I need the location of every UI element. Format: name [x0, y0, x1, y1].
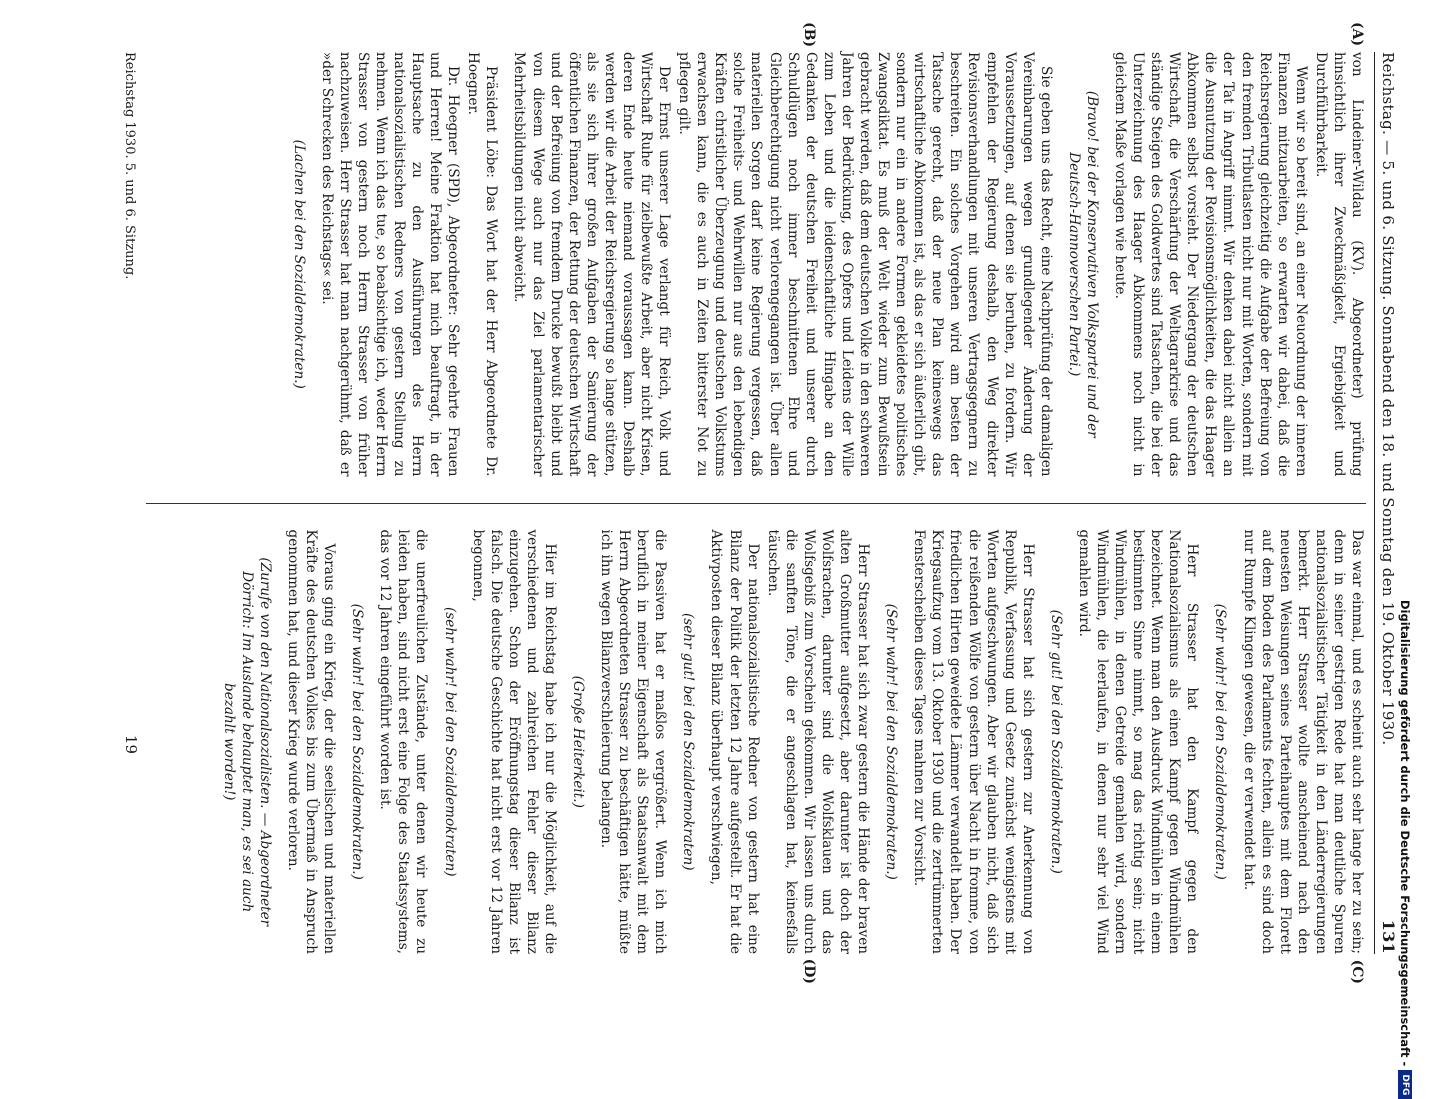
- paragraph: Wenn wir so bereit sind, an einer Neuordnung der inneren Finanzen mitzuarbeiten, so erwarten wir dabei, daß die Reichsregierung gleichzeitig die Aufgabe der Befreiung von den fremden Tributlasten nicht nur mit Worten, sondern mit der Tat in Angriff nimmt. Wir denken dabei nicht allein an die Ausnutzung der Revisionsmöglichkeiten, die das Haager Abkommen selbst vorsieht. Der Niedergang der deutschen Wirtschaft, die Verschärfung der Weltagrarkrise und das ständige Steigen des Goldwertes sind Tatsachen, die bei der Unterzeichnung des Haager Abkommens noch nicht in gleichem Maße vorlagen wie heute.: [1111, 52, 1309, 477]
- margin-marker-b: (B): [801, 22, 817, 48]
- annotation: (Bravo! bei der Konservativen Volkspartei und der Deutsch-Hannoverschen Partei.): [1065, 90, 1100, 438]
- president-statement: Präsident Löbe: Das Wort hat der Herr Abgeordnete Dr. Hoegner.: [465, 52, 500, 477]
- margin-marker-c: (C): [1349, 959, 1365, 984]
- column-divider: [146, 503, 1366, 504]
- paragraph: die Passiven hat er maßlos vergrößert. Wenn ich mich beruflich in meiner Eigenschaft als Staatsanwalt mit dem Herrn Abgeordneten Strasser zu beschäftigen hätte, müßte ich ihn wegen Bilanzverschleierung belangen.: [598, 529, 669, 954]
- running-head: [1374, 52, 1398, 954]
- text-columns: [146, 22, 1366, 984]
- paragraph: Der nationalsozialistische Redner von gestern hat eine Bilanz der Politik der letzten 12 Jahre aufgestellt. Er hat die Aktivposten dieser Bilanz überhaupt verschwiegen,: [708, 529, 761, 954]
- page-footer: [122, 52, 140, 954]
- header-text: Reichstag. — 5. und 6. Sitzung. Sonnabend den 18. und Sonntag den 19. Oktober 1930.: [1379, 52, 1397, 746]
- paragraph: Herr Strasser hat sich zwar gestern die Hände der braven alten Großmutter aufgesetzt, aber darunter ist doch der Wolfsrachen, darunter sind die Wolfsklauen und das Wolfsgebiß zum Vorschein gekommen. Wir lassen uns durch die sanften Töne, die er angeschlagen hat, keinesfalls täuschen.: [764, 529, 872, 954]
- annotation: (sehr gut! bei den Sozialdemokraten): [680, 612, 697, 871]
- left-column: [146, 22, 1366, 477]
- paragraph: von Lindeiner-Wildau (KV). Abgeordneter) prüfung hinsichtlich ihrer Zweckmäßigkeit, Ergiebigkeit und Durchführbarkeit.: [1312, 52, 1365, 477]
- dfg-logo-icon: DFG: [1398, 1070, 1412, 1099]
- paragraph: Voraus ging ein Krieg, der die seelischen und materiellen Kräfte des deutschen Volkes bis zum Übermaß in Anspruch genommen hat, und dieser Krieg wurde verloren.: [285, 529, 338, 954]
- paragraph: Das war einmal, und es scheint auch sehr lange her zu sein; denn in seiner gestrigen Rede hat man deutliche Spuren nationalsozialistischer Tätigkeit in den Länderregierungen bemerkt. Herr Strasser wollte anscheinend nach den neuesten Weisungen seines Parteihauptes mit dem Florett auf dem Boden des Parlaments fechten, allein es sind doch nur Rumpfe Klingen gewesen, die er verwendet hat.: [1240, 529, 1365, 954]
- annotation: (Sehr wahr! bei den Sozialdemokraten.): [349, 603, 366, 880]
- paragraph: Herr Strasser hat sich gestern zur Anerkennung von Republik, Verfassung und Gesetz zunächst wenigstens mit Worten aufgeschwungen. Aber wir glauben nicht, daß sich die reißenden Wölfe von gestern über Nacht in fromme, von friedlichen Hirten geweidete Lämmer verwandelt haben. Der Kriegsaufzug vom 13. Oktober 1930 und die zertrümmerten Fensterscheiben dieses Tages mahnen zur Vorsicht.: [911, 529, 1036, 954]
- paragraph: Hier im Reichstag habe ich nur die Möglichkeit, auf die verschiedenen und zahlreichen Fehler dieser Bilanz einzugehen. Schon der Eröffnungstag dieser Bilanz ist falsch. Die deutsche Geschichte hat nicht erst vor 12 Jahren begonnen,: [469, 529, 558, 954]
- annotation: (Große Heiterkeit.): [570, 675, 587, 808]
- paragraph: die unerfreulichen Zustände, unter denen wir heute zu leiden haben, sind nicht erst eine Folge des Staatssystems, das vor 12 Jahren eingeführt worden ist.: [377, 529, 430, 954]
- footer-source: Reichstag 1930. 5. und 6. Sitzung.: [122, 52, 137, 280]
- margin-marker-d: (D): [801, 958, 817, 984]
- margin-marker-a: (A): [1349, 22, 1365, 47]
- paragraph: Sie geben uns das Recht, eine Nachprüfung der damaligen Vereinbarungen wegen grundlegender Änderung der Voraussetzungen, auf denen sie beruhen, zu fordern. Wir empfehlen der Regierung deshalb, den Weg direkter Revisionsverhandlungen mit unseren Vertragsgegnern zu beschreiten. Ein solches Vorgehen wird am besten der Tatsache gerecht, daß der neue Plan keineswegs das wirtschaftliche Abkommen ist, als das er sich äußerlich gibt, sondern nur ein in andere Formen gekleidetes politisches Zwangsdiktat. Es muß der Welt wieder zum Bewußtsein gebracht werden, daß dem deutschen Volke in den schweren Jahren der Bedrückung, des Opfers und Leidens der Wille zum Leben und die leidenschaftliche Hingabe an den Gedanken der deutschen Freiheit und unserer durch Schuldlügen noch immer beschnittenen Ehre und Gleichberechtigung nicht verlorengegangen ist. Über allen materiellen Sorgen darf keine Regierung vergessen, daß solche Freiheits- und Wehrwillen nur aus den lebendigen Kräften christlicher Überzeugung und deutschen Volkstums erwachsen kann, die es auch in Zeiten bitterster Not zu pflegen gilt.: [676, 52, 1054, 477]
- credit-text: Digitalisierung gefördert durch die Deutsche Forschungsgemeinschaft -: [1398, 600, 1412, 1067]
- paragraph: Der Ernst unserer Lage verlangt für Reich, Volk und Wirtschaft Ruhe für zielbewußte Arbeit, aber nicht Krisen, deren Ende heute niemand voraussagen kann. Deshalb werden wir die Arbeit der Reichsregierung so lange stützen, als sie sich ihrer großen Aufgaben der Sanierung der öffentlichen Finanzen, der Rettung der deutschen Wirtschaft und der Befreiung von fremdem Drucke bewußt bleibt und von diesem Wege auch nur das Ziel parlamentarischer Mehrheitsbildungen nicht abweicht.: [511, 52, 673, 477]
- paragraph: Herr Strasser hat den Kampf gegen den Nationalsozialismus als einen Kampf gegen Windmühlen bezeichnet. Wenn man den Ausdruck Windmühlen in einem bestimmten Sinne nimmt, so mag das richtig sein; nicht Windmühlen, in denen Getreide gemahlen wird, sondern Windmühlen, die leerlaufen, in denen nur sehr viel Wind gemahlen wird.: [1075, 529, 1201, 954]
- annotation: (Sehr wahr! bei den Sozialdemokraten.): [1212, 603, 1229, 880]
- paragraph: Dr. Hoegner (SPD), Abgeordneter: Sehr geehrte Frauen und Herren! Meine Fraktion hat mich beauftragt, in der Hauptsache zu den Ausführungen des Herrn nationalsozialistischen Redners von gestern Stellung zu nehmen. Wenn ich das tue, so beabsichtige ich, weder Herrn Strasser von gestern noch Herrn Strasser von früher nachzuweisen. Herr Strasser hat man nachgerühmt, daß er »der Schrecken des Reichstags« sei.: [318, 52, 462, 477]
- footer-folio: 19: [122, 734, 140, 754]
- annotation: (Zurufe von den Nationalsozialisten. — Abgeordneter Dörrich: Im Auslande behauptet man, es sei auch bezahlt worden!): [220, 557, 273, 927]
- page-number: 131: [1379, 919, 1398, 954]
- annotation: (Sehr wahr! bei den Sozialdemokraten.): [883, 603, 900, 880]
- annotation: (Sehr gut! bei den Sozialdemokraten.): [1047, 609, 1064, 874]
- right-column: [146, 529, 1366, 984]
- annotation: (sehr wahr! bei den Sozialdemokraten): [441, 606, 458, 877]
- annotation: (Lachen bei den Sozialdemokraten.): [290, 139, 307, 389]
- digitization-credit: [1396, 600, 1414, 1096]
